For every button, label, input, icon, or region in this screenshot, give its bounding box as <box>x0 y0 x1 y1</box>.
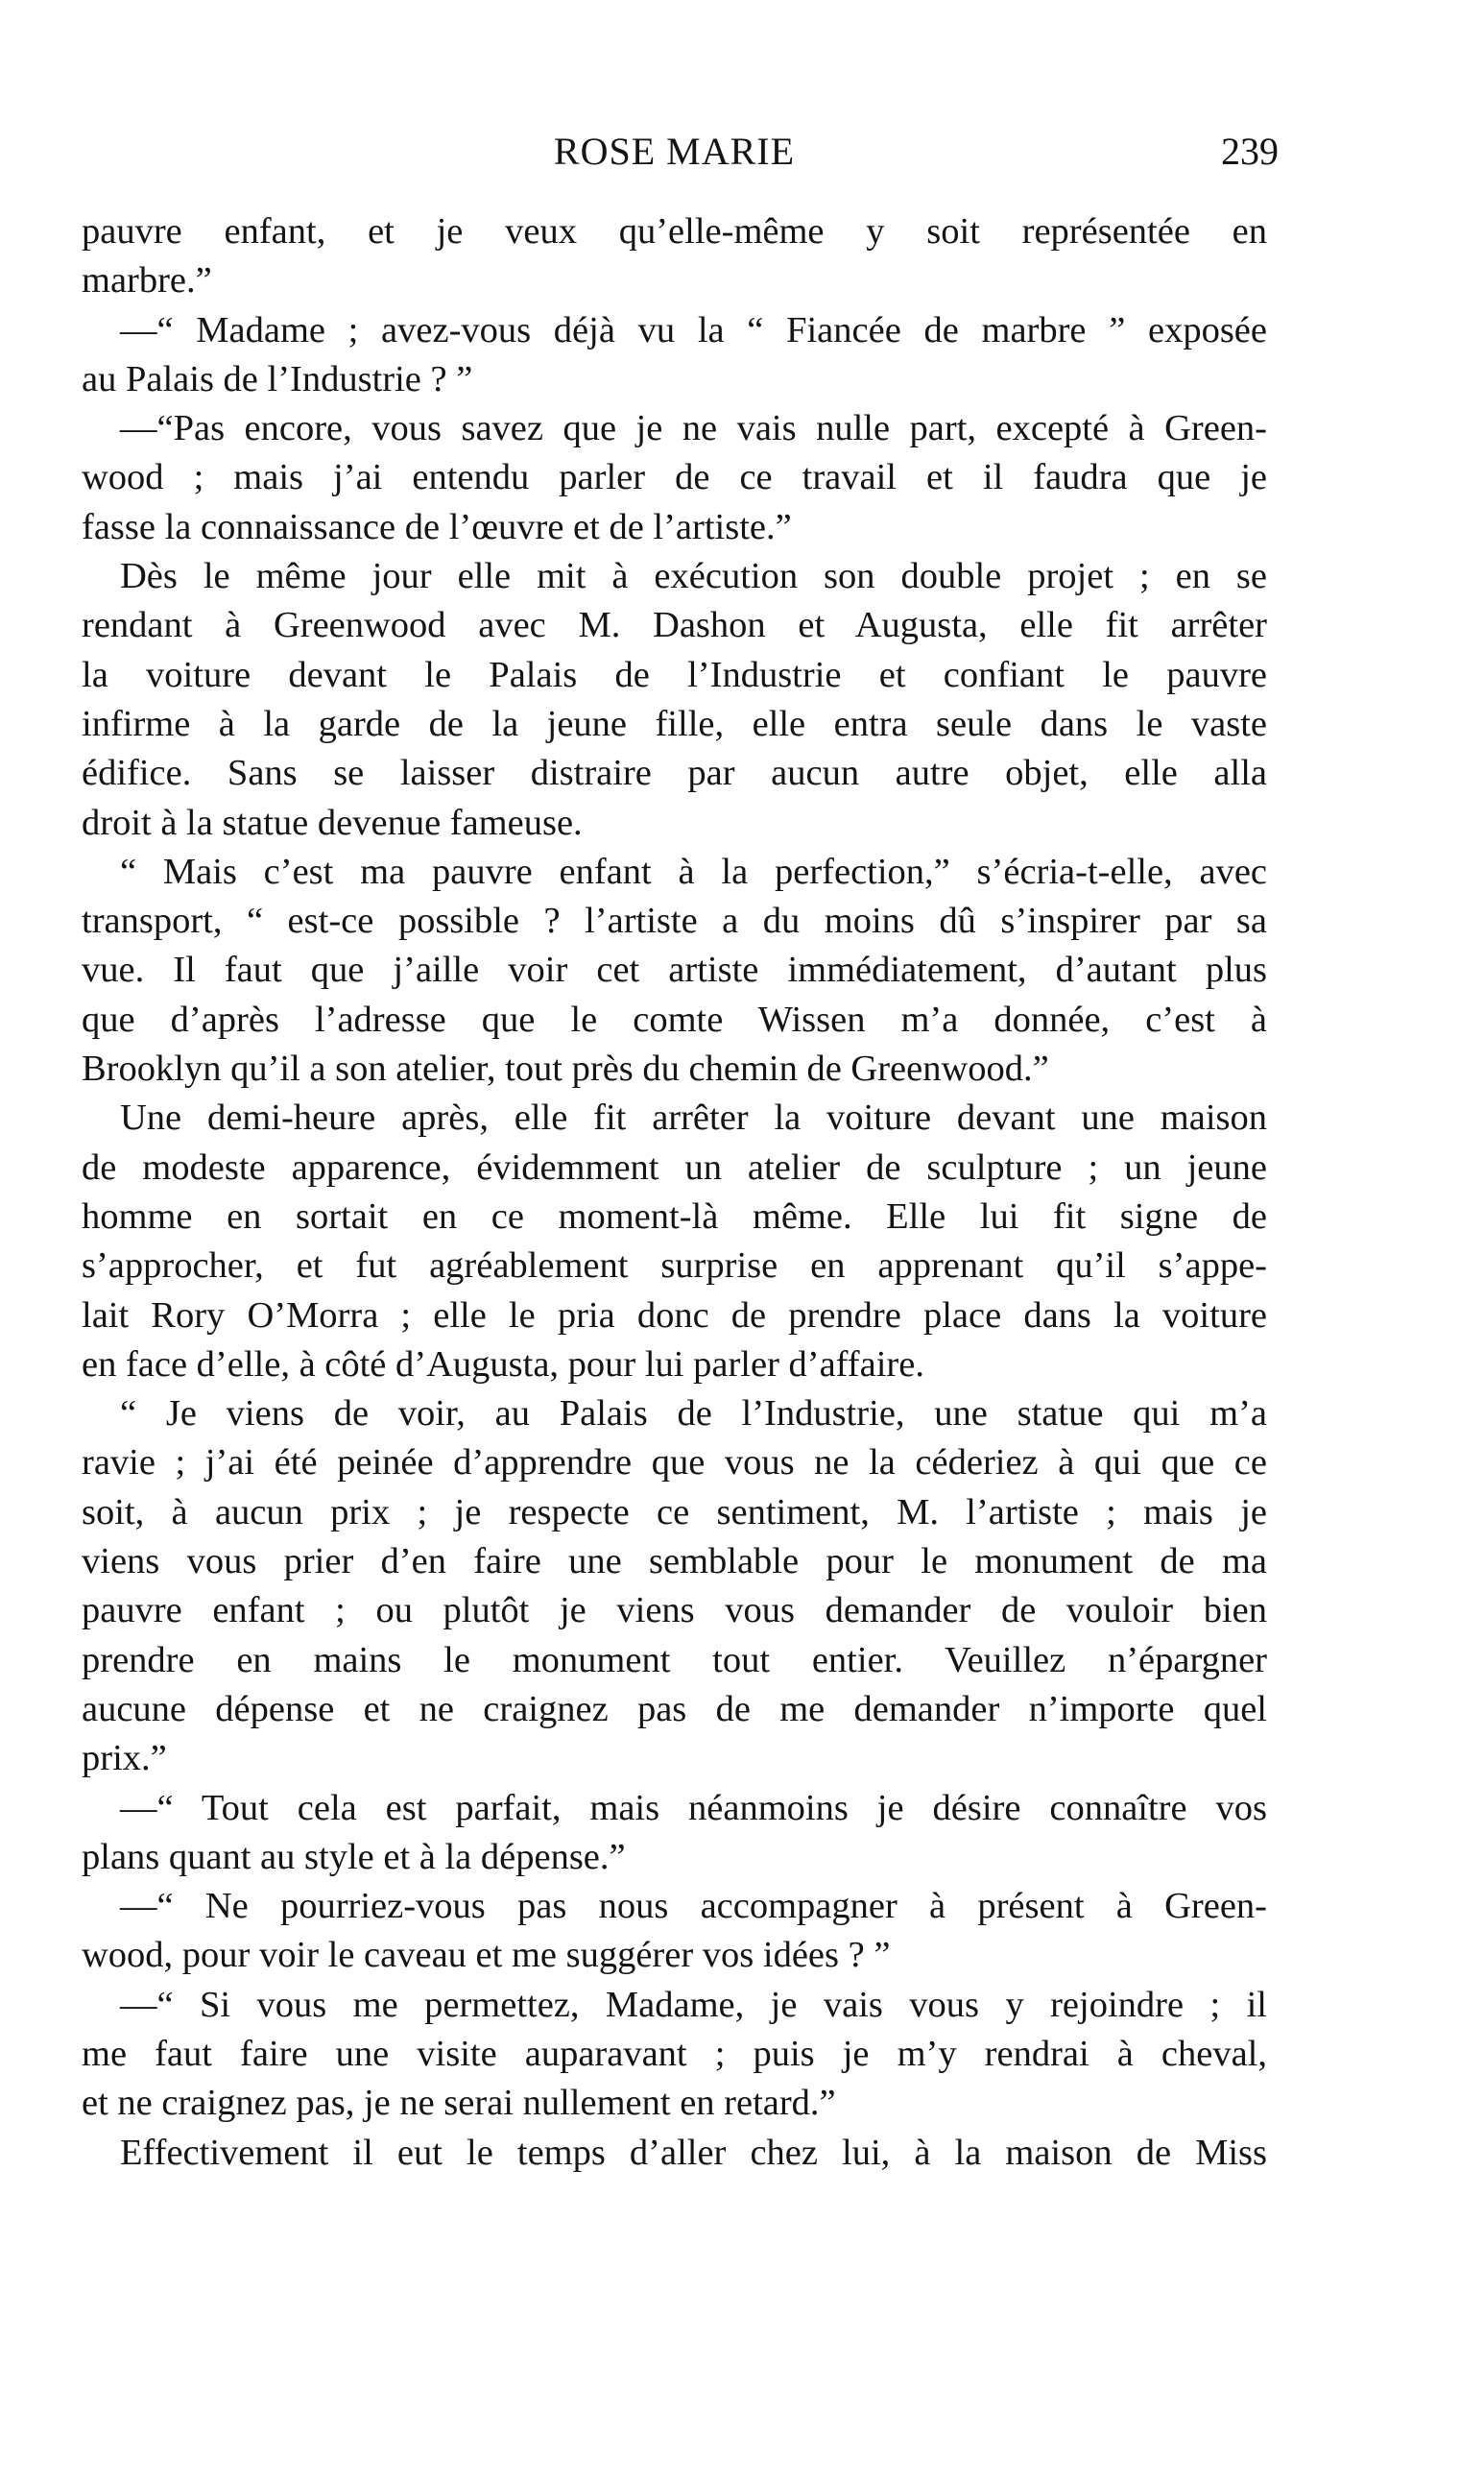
text-line: —“ Tout cela est parfait, mais néanmoins je désire connaître vos <box>120 1787 1267 1828</box>
text-line: prendre en mains le monument tout entier. Veuillez n’épargner <box>82 1639 1267 1680</box>
running-title: ROSE MARIE <box>553 130 796 173</box>
text-line: lait Rory O’Morra ; elle le pria donc de prendre place dans la voiture <box>82 1294 1267 1336</box>
text-line: wood, pour voir le caveau et me suggérer vos idées ? ” <box>82 1935 891 1976</box>
text-line: soit, à aucun prix ; je respecte ce sentiment, M. l’artiste ; mais je <box>82 1491 1267 1532</box>
text-line: au Palais de l’Industrie ? ” <box>82 358 473 399</box>
paragraph <box>82 1784 1267 1883</box>
text-line: plans quant au style et à la dépense.” <box>82 1836 626 1877</box>
paragraph <box>82 306 1267 405</box>
text-line: “ Mais c’est ma pauvre enfant à la perfection,” s’écria-t-elle, avec <box>120 851 1267 892</box>
paragraph <box>82 1389 1267 1783</box>
text-line: édifice. Sans se laisser distraire par aucun autre objet, elle alla <box>82 753 1267 794</box>
body-text <box>82 207 1267 2178</box>
text-line: que d’après l’adresse que le comte Wissen m’a donnée, c’est à <box>82 999 1267 1040</box>
paragraph <box>82 1981 1267 2129</box>
text-line: fasse la connaissance de l’œuvre et de l’artiste.” <box>82 506 792 547</box>
paragraph <box>82 207 1267 306</box>
paragraph <box>82 848 1267 1094</box>
text-line: pauvre enfant, et je veux qu’elle-même y soit représentée en <box>82 211 1267 252</box>
paragraph <box>82 2129 1267 2178</box>
text-line: et ne craignez pas, je ne serai nullement en retard.” <box>82 2083 836 2124</box>
text-line: wood ; mais j’ai entendu parler de ce travail et il faudra que je <box>82 457 1267 498</box>
paragraph <box>82 552 1267 848</box>
page-number: 239 <box>1221 130 1279 173</box>
text-line: rendant à Greenwood avec M. Dashon et Augusta, elle fit arrêter <box>82 605 1267 646</box>
text-line: viens vous prier d’en faire une semblable pour le monument de ma <box>82 1541 1267 1582</box>
text-line: homme en sortait en ce moment-là même. Elle lui fit signe de <box>82 1195 1267 1237</box>
text-line: Effectivement il eut le temps d’aller chez lui, à la maison de Miss <box>120 2132 1267 2173</box>
text-line: prix.” <box>82 1738 167 1779</box>
text-line: —“ Si vous me permettez, Madame, je vais vous y rejoindre ; il <box>120 1984 1267 2025</box>
text-line: Dès le même jour elle mit à exécution son double projet ; en se <box>120 556 1267 597</box>
paragraph <box>82 1094 1267 1389</box>
text-line: aucune dépense et ne craignez pas de me demander n’importe quel <box>82 1688 1267 1729</box>
running-head <box>82 123 1279 181</box>
paragraph <box>82 404 1267 552</box>
text-line: la voiture devant le Palais de l’Industrie et confiant le pauvre <box>82 654 1267 695</box>
text-line: “ Je viens de voir, au Palais de l’Industrie, une statue qui m’a <box>120 1393 1267 1435</box>
text-line: ravie ; j’ai été peinée d’apprendre que vous ne la céderiez à qui que ce <box>82 1442 1267 1484</box>
text-line: Brooklyn qu’il a son atelier, tout près du chemin de Greenwood.” <box>82 1049 1049 1090</box>
text-line: me faut faire une visite auparavant ; puis je m’y rendrai à cheval, <box>82 2033 1267 2074</box>
text-line: marbre.” <box>82 260 212 302</box>
text-line: infirme à la garde de la jeune fille, elle entra seule dans le vaste <box>82 703 1267 744</box>
text-line: en face d’elle, à côté d’Augusta, pour lui parler d’affaire. <box>82 1343 924 1385</box>
text-line: pauvre enfant ; ou plutôt je viens vous demander de vouloir bien <box>82 1590 1267 1631</box>
text-line: Une demi-heure après, elle fit arrêter la voiture devant une maison <box>120 1098 1267 1139</box>
text-line: vue. Il faut que j’aille voir cet artiste immédiatement, d’autant plus <box>82 950 1267 991</box>
text-line: —“ Madame ; avez-vous déjà vu la “ Fiancée de marbre ” exposée <box>120 309 1267 350</box>
text-line: s’approcher, et fut agréablement surprise en apprenant qu’il s’appe- <box>82 1245 1267 1287</box>
text-line: transport, “ est-ce possible ? l’artiste a du moins dû s’inspirer par sa <box>82 901 1267 942</box>
text-line: —“Pas encore, vous savez que je ne vais nulle part, excepté à Green- <box>120 408 1267 449</box>
text-line: de modeste apparence, évidemment un atelier de sculpture ; un jeune <box>82 1146 1267 1188</box>
text-line: droit à la statue devenue fameuse. <box>82 802 583 843</box>
paragraph <box>82 1882 1267 1981</box>
text-line: —“ Ne pourriez-vous pas nous accompagner à présent à Green- <box>120 1886 1267 1927</box>
